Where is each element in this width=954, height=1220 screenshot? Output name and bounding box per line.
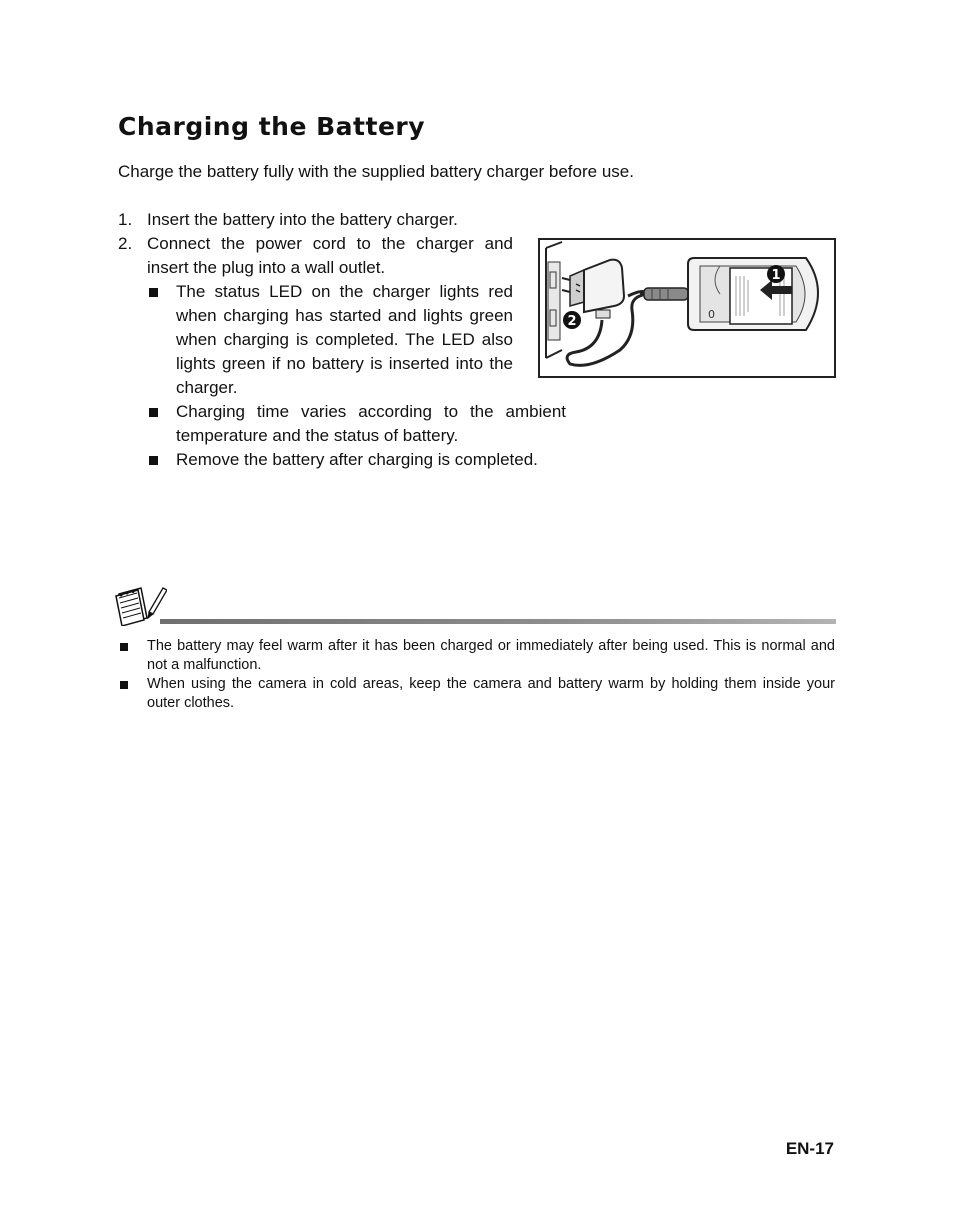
callout-1-icon xyxy=(767,265,785,283)
charger-illustration xyxy=(538,238,836,378)
charger-drawing xyxy=(540,240,834,376)
step-number: 1. xyxy=(118,210,133,229)
bullet-text: Charging time varies according to the ambient temperature and the status of battery. xyxy=(176,402,566,445)
svg-text:0: 0 xyxy=(708,308,715,321)
cord-connector-icon xyxy=(644,288,688,300)
bullet-text: The status LED on the charger lights red when charging has started and lights green when charging is completed. The LED also lights green if no battery is inserted into the charger. xyxy=(176,282,513,397)
note-pad-icon xyxy=(113,584,167,626)
step-item xyxy=(118,208,698,232)
bullet-item xyxy=(147,400,698,448)
step-number: 2. xyxy=(118,234,133,253)
power-adapter-icon xyxy=(562,260,624,318)
notes-list xyxy=(118,637,835,713)
page-title: Charging the Battery xyxy=(118,112,426,141)
bullet-item xyxy=(147,448,698,472)
callout-2-label: 2 xyxy=(567,314,577,329)
step-text: Insert the battery into the battery charger. xyxy=(147,210,458,229)
page-number: EN-17 xyxy=(785,1139,834,1158)
bullet-text: Remove the battery after charging is completed. xyxy=(176,450,538,469)
note-divider xyxy=(160,619,836,624)
note-item: The battery may feel warm after it has been charged or immediately after being used. This is normal and not a malfunction. xyxy=(118,637,835,675)
intro-paragraph: Charge the battery fully with the supplied battery charger before use. xyxy=(118,162,634,181)
callout-2-icon xyxy=(563,311,581,329)
wall-outlet-icon xyxy=(546,242,562,358)
step-text: Connect the power cord to the charger and insert the plug into a wall outlet. xyxy=(147,234,513,277)
note-item: When using the camera in cold areas, keep the camera and battery warm by holding them inside your outer clothes. xyxy=(118,675,835,713)
callout-1-label: 1 xyxy=(771,268,781,283)
